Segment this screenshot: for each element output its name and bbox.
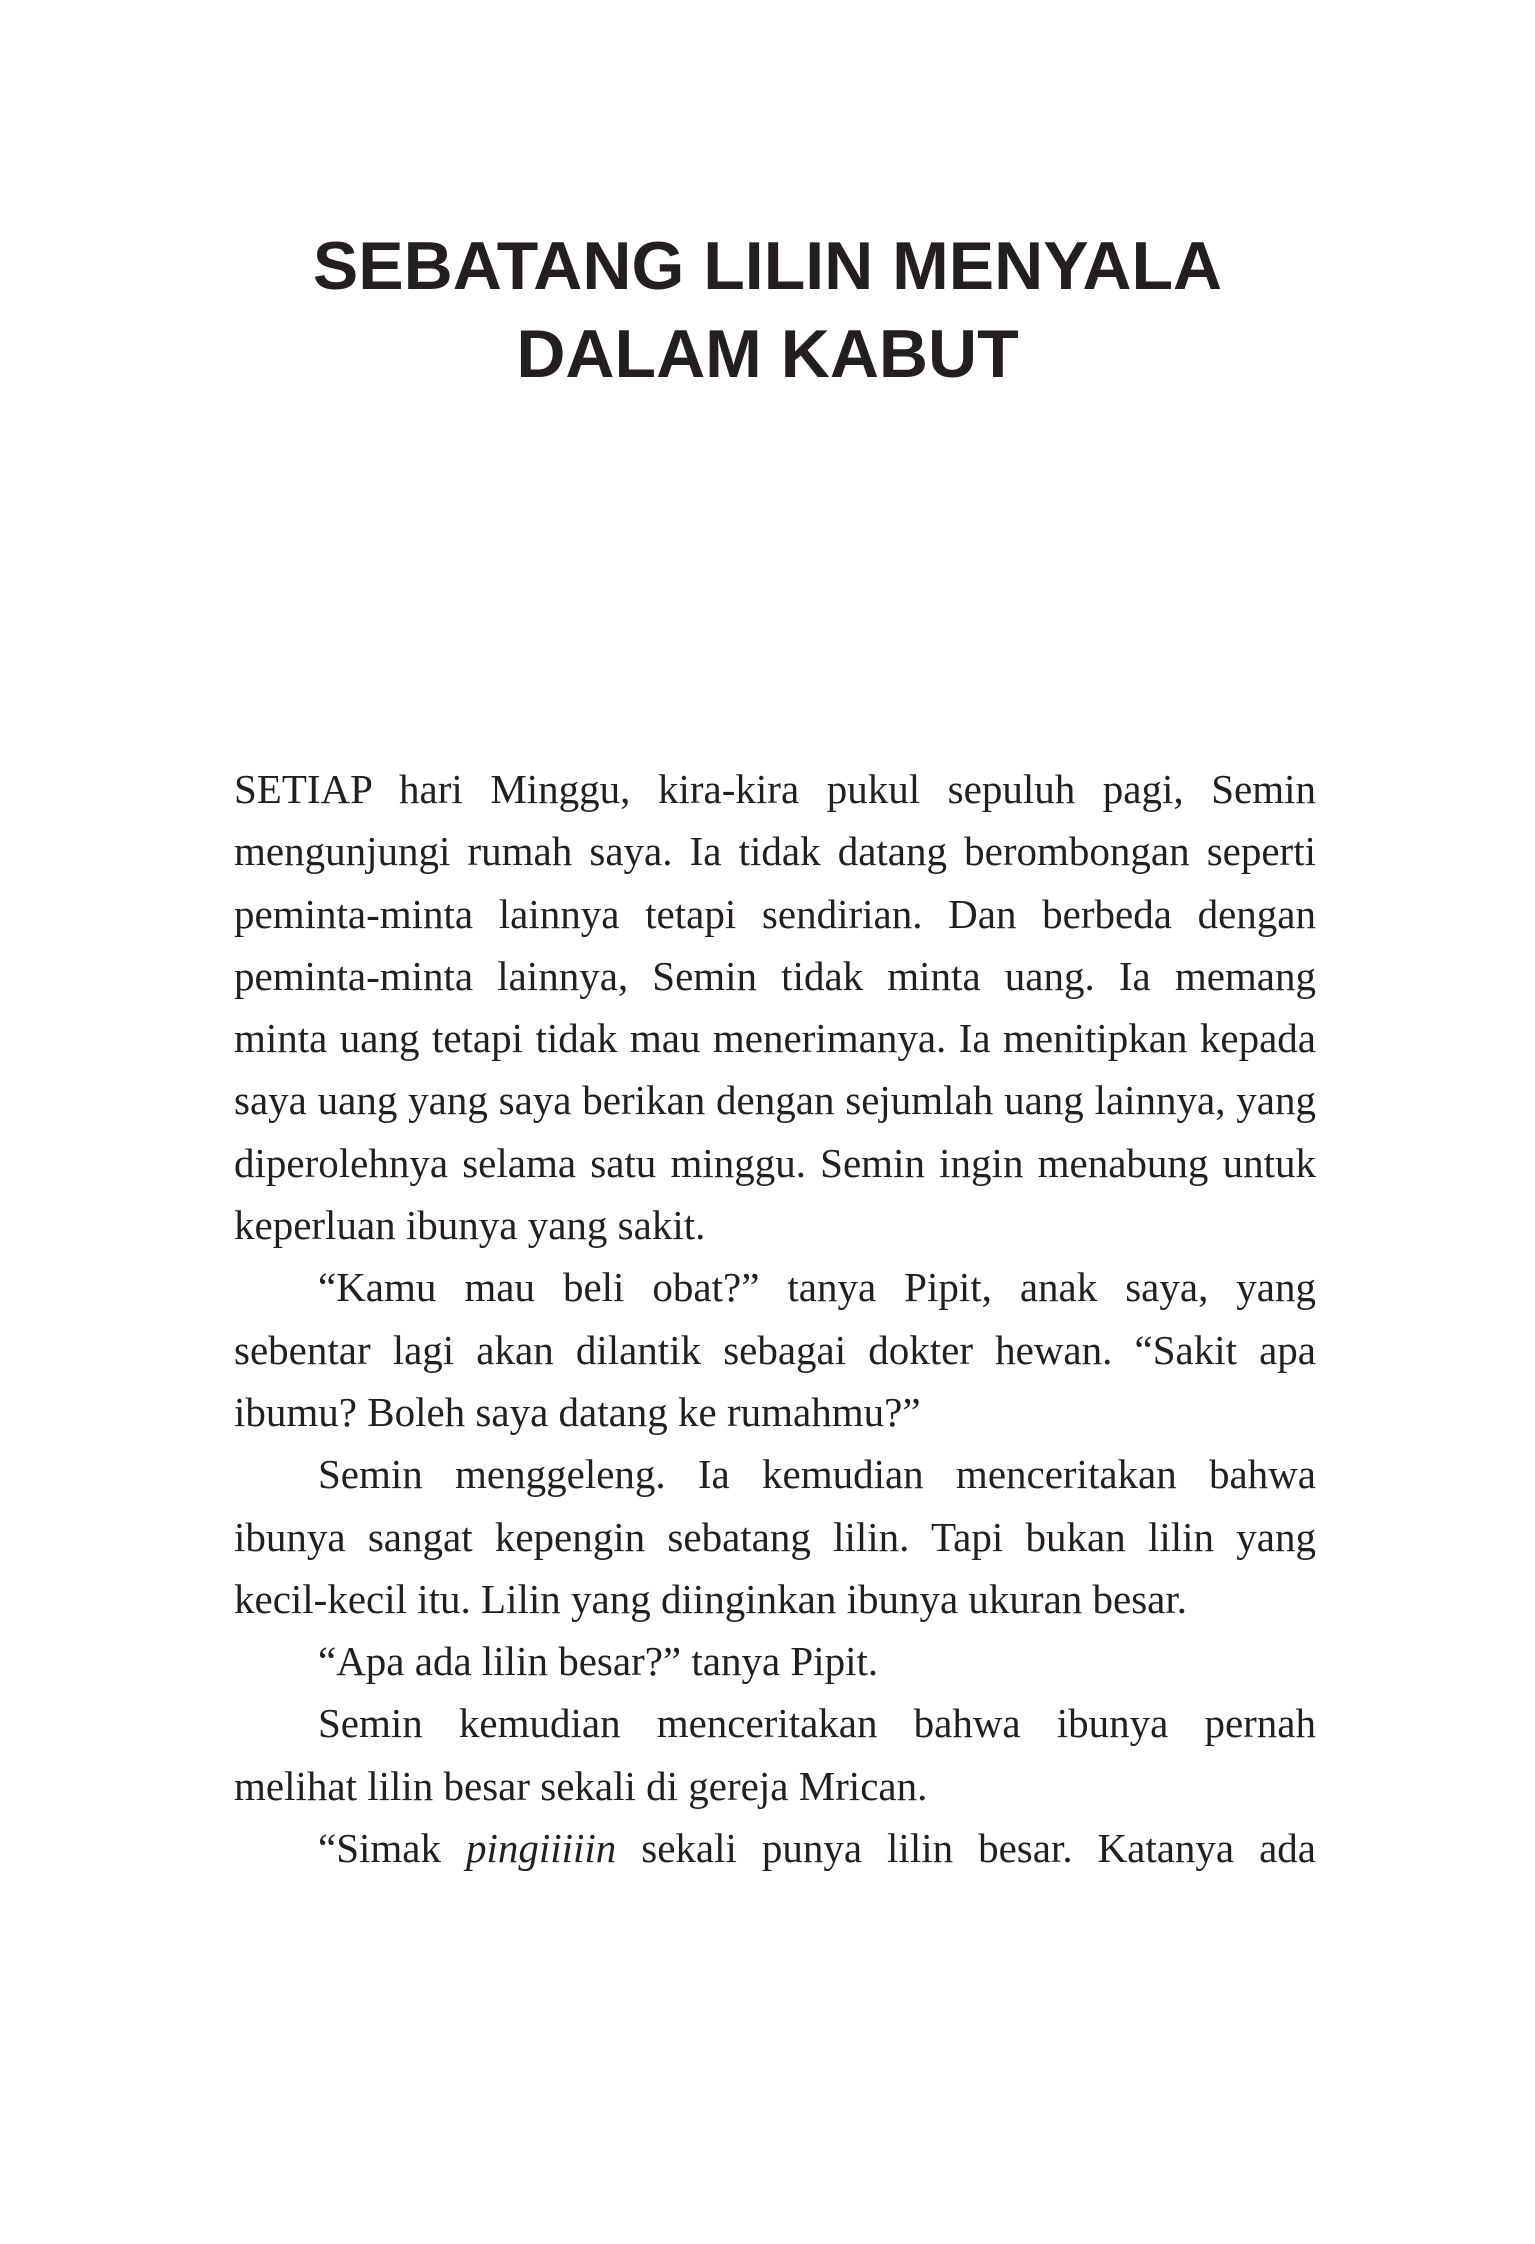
paragraph-3: Semin menggeleng. Ia kemudian menceritakan bahwa ibunya sangat kepengin sebatang lilin. Tapi bukan lilin yang kecil-kecil itu. Lilin yang diinginkan ibunya ukuran besar. [234, 1451, 1316, 1622]
emphasized-word: pingiiiiin [465, 1825, 617, 1872]
chapter-body [234, 758, 1316, 1879]
paragraph-5: Semin kemudian menceritakan bahwa ibunya pernah melihat lilin besar sekali di gereja Mrican. [234, 1700, 1316, 1809]
paragraph-6 [234, 1817, 1316, 1879]
chapter-title-line-2: DALAM KABUT [516, 316, 1019, 392]
paragraph-6-end: sekali punya lilin besar. Katanya ada [616, 1825, 1316, 1872]
paragraph-6-start: “Simak [318, 1825, 466, 1872]
paragraph-1: SETIAP hari Minggu, kira-kira pukul sepuluh pagi, Semin mengunjungi rumah saya. Ia tidak datang berombongan seperti peminta-minta lainnya tetapi sendirian. Dan berbeda dengan peminta-minta lainnya, Semin tidak minta uang. Ia memang minta uang tetapi tidak mau menerimanya. Ia menitipkan kepada saya uang yang saya berikan dengan sejumlah uang lainnya, yang diperolehnya selama satu minggu. Semin ingin menabung untuk keperluan ibunya yang sakit. [234, 766, 1316, 1249]
chapter-title-line-1: SEBATANG LILIN MENYALA [312, 228, 1223, 304]
chapter-title [0, 222, 1535, 398]
paragraph-2: “Kamu mau beli obat?” tanya Pipit, anak saya, yang sebentar lagi akan dilantik sebagai dokter hewan. “Sakit apa ibumu? Boleh saya datang ke rumahmu?” [234, 1264, 1316, 1435]
paragraph-4: “Apa ada lilin besar?” tanya Pipit. [318, 1638, 879, 1685]
